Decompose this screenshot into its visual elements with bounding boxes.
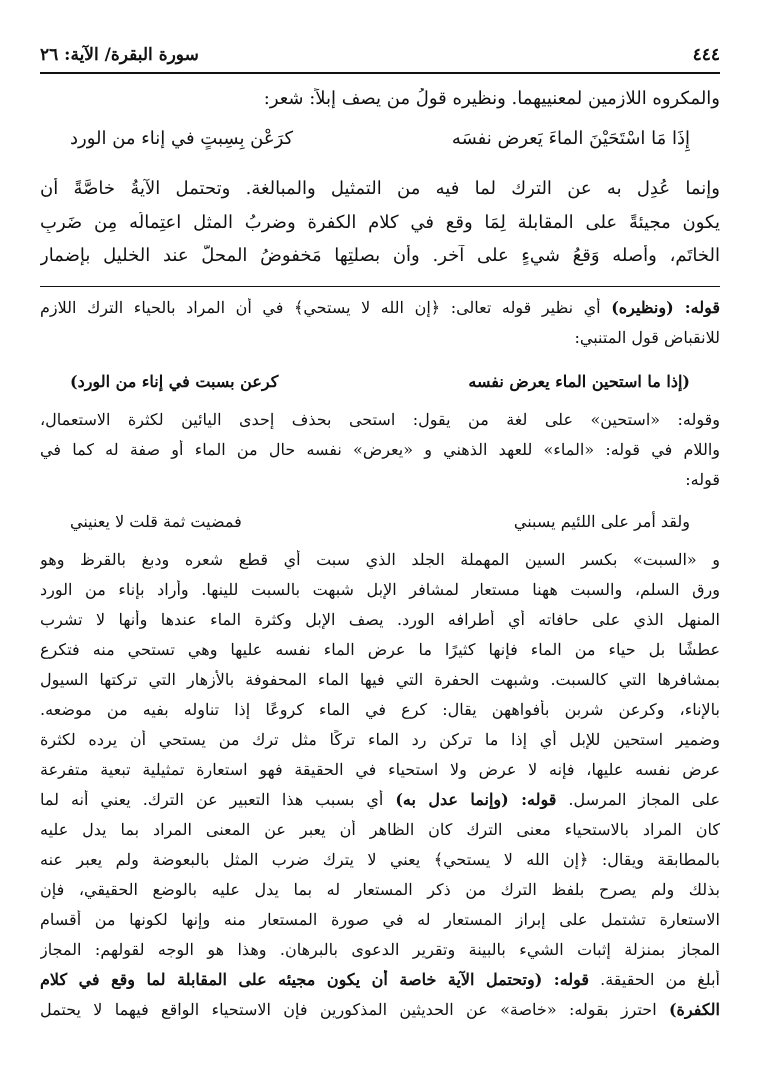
commentary-text: أي نظير قوله تعالى: ﴿إن الله لا يستحي﴾ في أن المراد بالحياء الترك اللازم (40, 298, 612, 317)
verse-first-hemistich: ولقد أمر على اللئيم يسبني (513, 512, 690, 531)
commentary-line-13: عرض نفسه عليها، فإنه لا عرض ولا استحياء في الحقيقة فهو استعارة تمثيلية تبعية متفرعة (40, 760, 720, 779)
commentary-line-18: الاستعارة تشتمل على إبراز المستعار له في صورة المستعار منه وإنها لكونها من أقسام (40, 910, 720, 929)
commentary-line-17: بذلك ولم يصرح بلفظ الترك من ذكر المستعار له بما يدل عليه بالوضع الحقيقي، فإن (40, 880, 720, 899)
page-header (40, 38, 720, 74)
commentary-lemma: قوله: (ونظيره) (611, 298, 720, 317)
commentary-text: أبلغ من الحقيقة. (589, 970, 720, 989)
verse-second-hemistich: كرعن بسبت في إناء من الورد) (70, 372, 279, 391)
commentary-lemma: قوله: (وإنما عدل به) (395, 790, 557, 809)
commentary-line-1 (40, 298, 720, 317)
commentary-line-21 (40, 1000, 720, 1019)
commentary-line-5: قوله: (685, 470, 720, 489)
verse-second-hemistich: فمضيت ثمة قلت لا يعنيني (70, 512, 242, 531)
commentary-line-6: و «السبت» بكسر السين المهملة الجلد الذي سبت أي قطع شعره ودبغ بالقرظ وهو (40, 550, 720, 569)
commentary-line-3: وقوله: «استحين» على لغة من يقول: استحى بحذف إحدى اليائين لكثرة الاستعمال، (40, 410, 720, 429)
main-text-line-1: والمكروه اللازمين لمعنييهما. ونظيره قولُ من يصف إبلاً: شعر: (263, 88, 720, 109)
commentary-text: على المجاز المرسل. (556, 790, 720, 809)
commentary-line-2: للانقباض قول المتنبي: (574, 328, 720, 347)
commentary-verse-1 (70, 372, 690, 391)
commentary-verse-2 (70, 512, 690, 531)
commentary-line-4: واللام في قوله: «الماء» للعهد الذهني و «يعرض» نفسه حال من الماء أو صفة له كما في (40, 440, 720, 459)
commentary-line-16: بالمطابقة ويقال: ﴿إن الله لا يستحي﴾ يعني لا يترك ضرب المثل بالبعوضة ولم يعبر عنه (40, 850, 720, 869)
commentary-lemma: الكفرة) (668, 1000, 720, 1019)
verse-first-hemistich: (إذا ما استحين الماء يعرض نفسه (468, 372, 690, 391)
verse-first-hemistich: إِذَا مَا اسْتَحَيْنَ الماءَ يَعرض نفسَه (451, 128, 690, 149)
commentary-line-7: ورق السلم، والسبت ههنا مستعار لمشافر الإبل شبهت بالسبت للينها. وأراد بإناء من الورد (40, 580, 720, 599)
commentary-line-10: بمشافرها التي كالسبت. وشبهت الحفرة التي فيها الماء المحفوفة بالأزهار التي تركتها السيول (40, 670, 720, 689)
page-number: ٤٤٤ (692, 45, 720, 65)
commentary-line-15: كان المراد بالاستحياء معنى الترك كان الظاهر أن يعبر عن المعنى المراد بما يدل عليه (40, 820, 720, 839)
surah-reference: سورة البقرة/ الآية: ٢٦ (40, 45, 199, 65)
verse-second-hemistich: كرَعْن بِسِبتٍ في إناء من الورد (70, 128, 294, 149)
commentary-line-20 (40, 970, 720, 989)
commentary-line-12: وضمير استحين للإبل أي إذا ما تركن رد الماء تركًا مثل ترك من يستحي أن يرده لكثرة (40, 730, 720, 749)
commentary-text: احترز بقوله: «خاصة» عن الحديثين المذكورين فإن الاستحياء الواقع فيهما لا يحتمل (40, 1000, 669, 1019)
commentary-line-9: عطشًا بل حياء من الماء فإنها كثيرًا ما عرض الماء نفسه عليها وهي تستحي منه فتكرع (40, 640, 720, 659)
main-text-line-4: الخاتَم، وأصله وَقعُ شيءٍ على آخر. وأن بصلتِها مَخفوضُ المحلّ عند الخليل بإضمار (40, 245, 720, 266)
main-text-line-3: يكون مجيئةً على المقابلة لِمَا وقع في كلام الكفرة وضربُ المثل اعتِمالُه مِن ضَربِ (40, 212, 720, 233)
commentary-lemma: قوله: (وتحتمل الآية خاصة أن يكون مجيئه على المقابلة لما وقع في كلام (40, 970, 590, 989)
commentary-line-11: بالإناء، وكرعن شربن بأفواههن يقال: كرع في الماء كروعًا إذا تناوله بفيه من موضعه. (40, 700, 720, 719)
commentary-line-19: المجاز بمنزلة إثبات الشيء بالبينة وتقرير الدعوى بالبرهان. وهذا هو الوجه لقولهم: المجاز (40, 940, 720, 959)
commentary-line-8: المنهل الذي على حافاته أي أطرافه الورد. يصف الإبل وكثرة الماء عندها وأنها لا تشرب (40, 610, 720, 629)
commentary-line-14 (40, 790, 720, 809)
main-verse (70, 128, 690, 149)
commentary-text: أي بسبب هذا التعبير عن الترك. يعني أنه لما (40, 790, 396, 809)
main-text-line-2: وإنما عُدِل به عن الترك لما فيه من التمثيل والمبالغة. وتحتمل الآيةُ خاصَّةً أن (40, 178, 720, 199)
footnote-divider (40, 286, 720, 287)
